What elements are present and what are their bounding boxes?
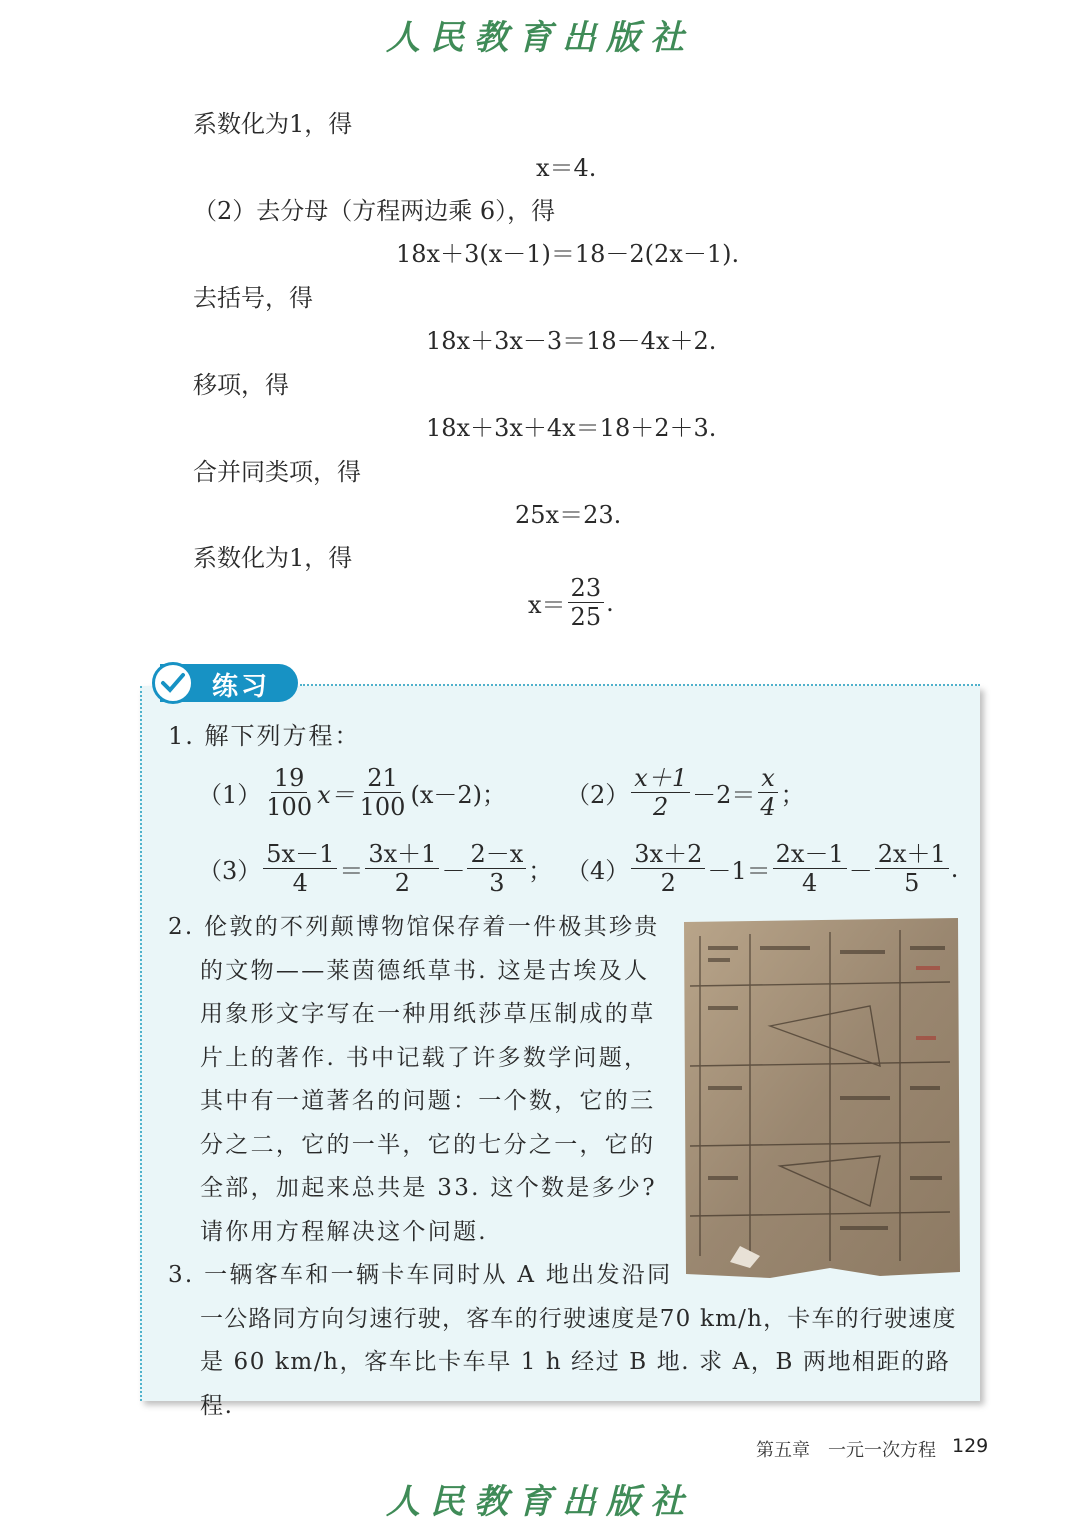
question-2-line: 全部，加起来总共是 33. 这个数是多少? (200, 1175, 657, 1201)
step-move-terms: 移项，得 (193, 371, 289, 399)
exercise-badge-icon (152, 662, 194, 704)
question-3-line: 是 60 km/h，客车比卡车早 1 h 经过 B 地. 求 A，B 两地相距的路程. (200, 1349, 951, 1419)
equation-1-3: （3） $\frac{5x-1}{4}$ ＝ $\frac{3x+1}{2}$ － $\frac{2-x}{3}$ ； (198, 840, 553, 897)
equation-1-1: （1） $\frac{19}{100}$ x＝ $\frac{21}{100}$ (x－2)； (198, 764, 506, 821)
equation-final-answer: x＝ $\frac{23}{25}$ . (528, 574, 614, 631)
chapter-footer: 第五章 一元一次方程 (756, 1440, 936, 1461)
step-coefficient-2: 系数化为1，得 (193, 544, 353, 572)
question-2-line: 用象形文字写在一种用纸莎草压制成的草 (200, 1001, 656, 1027)
question-2-line: 分之二，它的一半，它的七分之一，它的 (200, 1131, 656, 1158)
question-2 (168, 906, 668, 1254)
equation-1-4: （4） $\frac{3x+2}{2}$ －1＝ $\frac{2x-1}{4}$ － $\frac{2x+1}{5}$ . (566, 840, 959, 897)
exercise-badge-label: 练习 (212, 672, 271, 702)
equation-brackets-removed: 18x＋3x－3＝18－4x＋2. (426, 327, 717, 355)
exercise-panel-top-border (300, 684, 980, 686)
step-coefficient-1: 系数化为1，得 (193, 110, 353, 138)
step-remove-brackets: 去括号，得 (193, 284, 313, 312)
part-2-intro: （2）去分母（方程两边乘 6），得 (193, 197, 556, 225)
publisher-logo-bottom: 人民教育出版社 (386, 1482, 694, 1522)
rhind-papyrus-image (680, 916, 962, 1278)
question-2-line: 的文物——莱茵德纸草书. 这是古埃及人 (200, 957, 650, 984)
equation-x-equals-4: x＝4. (536, 154, 597, 182)
question-3-line: 一公路同方向匀速行驶，客车的行驶速度是70 km/h，卡车的行驶速度 (200, 1305, 957, 1332)
question-2-line: 请你用方程解决这个问题. (200, 1218, 488, 1245)
question-2-line: 其中有一道著名的问题：一个数，它的三 (200, 1088, 656, 1114)
page-number: 129 (952, 1435, 989, 1457)
question-3 (168, 1254, 968, 1428)
step-combine-like-terms: 合并同类项，得 (193, 458, 361, 486)
question-1-stem: 1. 解下列方程： (168, 722, 361, 750)
equation-terms-moved: 18x＋3x＋4x＝18＋2＋3. (426, 414, 717, 442)
equation-1-2: （2） $\frac{x+1}{2}$ －2＝ $\frac{x}{4}$ ； (566, 764, 805, 821)
publisher-logo-top: 人民教育出版社 (386, 18, 694, 58)
equation-remove-denominators: 18x＋3(x－1)＝18－2(2x－1). (396, 240, 740, 268)
question-3-line: 3. 一辆客车和一辆卡车同时从 A 地出发沿同 (168, 1262, 673, 1288)
question-2-line: 2. 伦敦的不列颠博物馆保存着一件极其珍贵 (168, 914, 660, 940)
equation-combined: 25x＝23. (515, 501, 622, 529)
question-2-line: 片上的著作. 书中记载了许多数学问题， (200, 1044, 650, 1071)
